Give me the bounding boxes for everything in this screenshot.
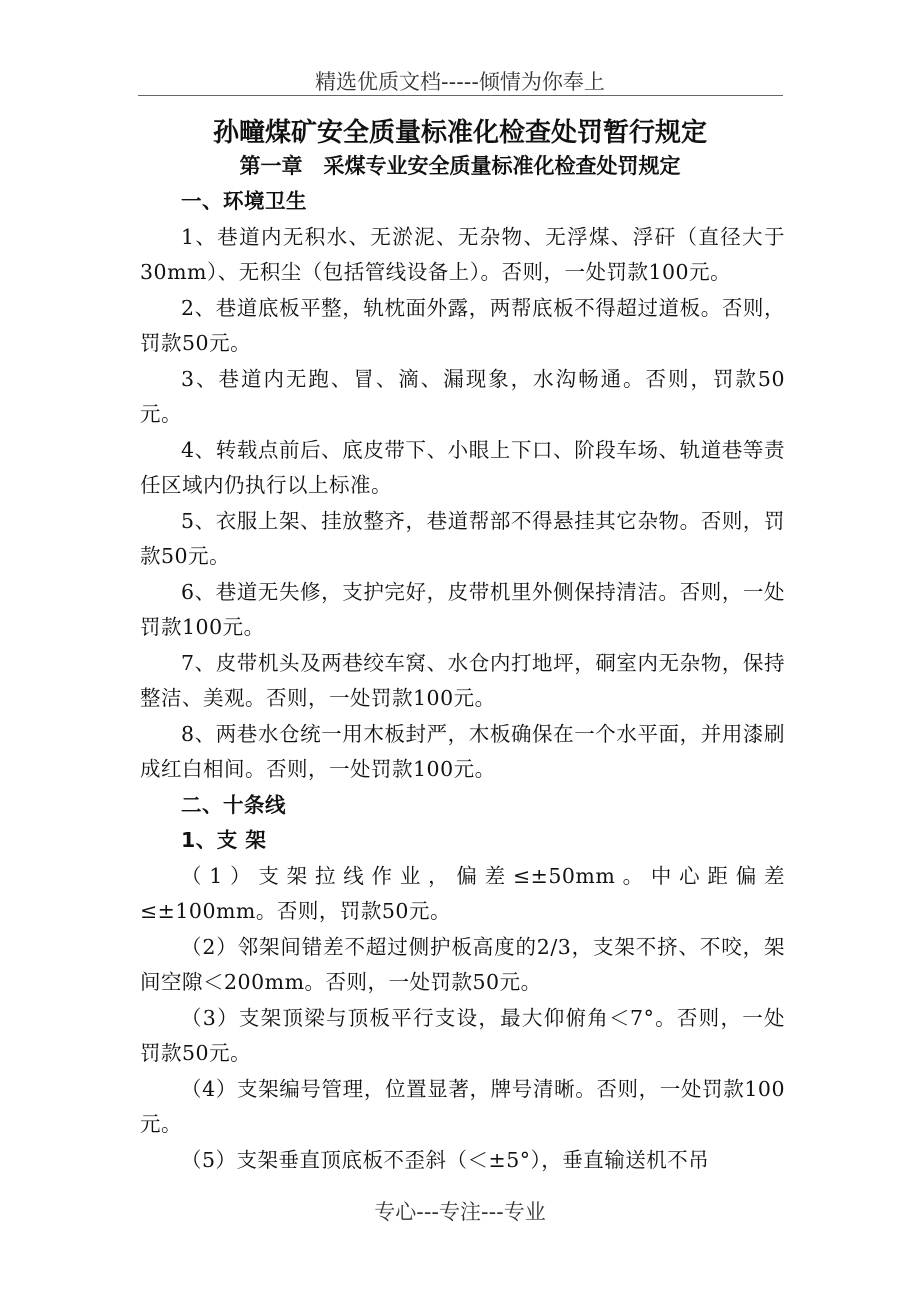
clause: （3）支架顶梁与顶板平行支设，最大仰俯角＜7°。否则，一处罚款50元。 (140, 1005, 785, 1065)
clause: （4）支架编号管理，位置显著，牌号清晰。否则，一处罚款100元。 (140, 1076, 785, 1136)
section-heading-environment: 一、环境卫生 (181, 189, 307, 213)
clause: 2、巷道底板平整，轨枕面外露，两帮底板不得超过道板。否则，罚款50元。 (140, 295, 785, 355)
clause: （1）支架拉线作业，偏差≤±50mm。中心距偏差≤±100mm。否则，罚款50元。 (140, 863, 785, 923)
header-divider (138, 95, 783, 96)
page-footer: 专心---专注---专业 (374, 1200, 546, 1224)
subsection-heading-support: 1、支 架 (181, 828, 267, 852)
clause: 4、转载点前后、底皮带下、小眼上下口、阶段车场、轨道巷等责任区域内仍执行以上标准。 (140, 437, 785, 497)
clause: 3、巷道内无跑、冒、滴、漏现象，水沟畅通。否则，罚款50元。 (140, 366, 785, 426)
clause: 8、两巷水仓统一用木板封严，木板确保在一个水平面，并用漆刷成红白相间。否则，一处罚款100元。 (140, 721, 785, 781)
clause: 1、巷道内无积水、无淤泥、无杂物、无浮煤、浮矸（直径大于30mm）、无积尘（包括管线设备上）。否则，一处罚款100元。 (140, 224, 785, 284)
clause: （2）邻架间错差不超过侧护板高度的2/3，支架不挤、不咬，架间空隙＜200mm。否则，一处罚款50元。 (140, 934, 785, 994)
clause: 5、衣服上架、挂放整齐，巷道帮部不得悬挂其它杂物。否则，罚款50元。 (140, 508, 785, 568)
chapter-title: 第一章 采煤专业安全质量标准化检查处罚规定 (239, 154, 681, 178)
clause: （5）支架垂直顶底板不歪斜（＜±5°），垂直输送机不吊 (181, 1147, 710, 1172)
page-header: 精选优质文档-----倾情为你奉上 (315, 70, 605, 94)
document-body (140, 184, 785, 1178)
document-title: 孙疃煤矿安全质量标准化检查处罚暂行规定 (212, 118, 707, 148)
section-heading-ten-lines: 二、十条线 (181, 792, 286, 817)
clause: 7、皮带机头及两巷绞车窝、水仓内打地坪，硐室内无杂物，保持整洁、美观。否则，一处罚款100元。 (140, 650, 785, 710)
clause: 6、巷道无失修，支护完好，皮带机里外侧保持清洁。否则，一处罚款100元。 (140, 579, 785, 639)
